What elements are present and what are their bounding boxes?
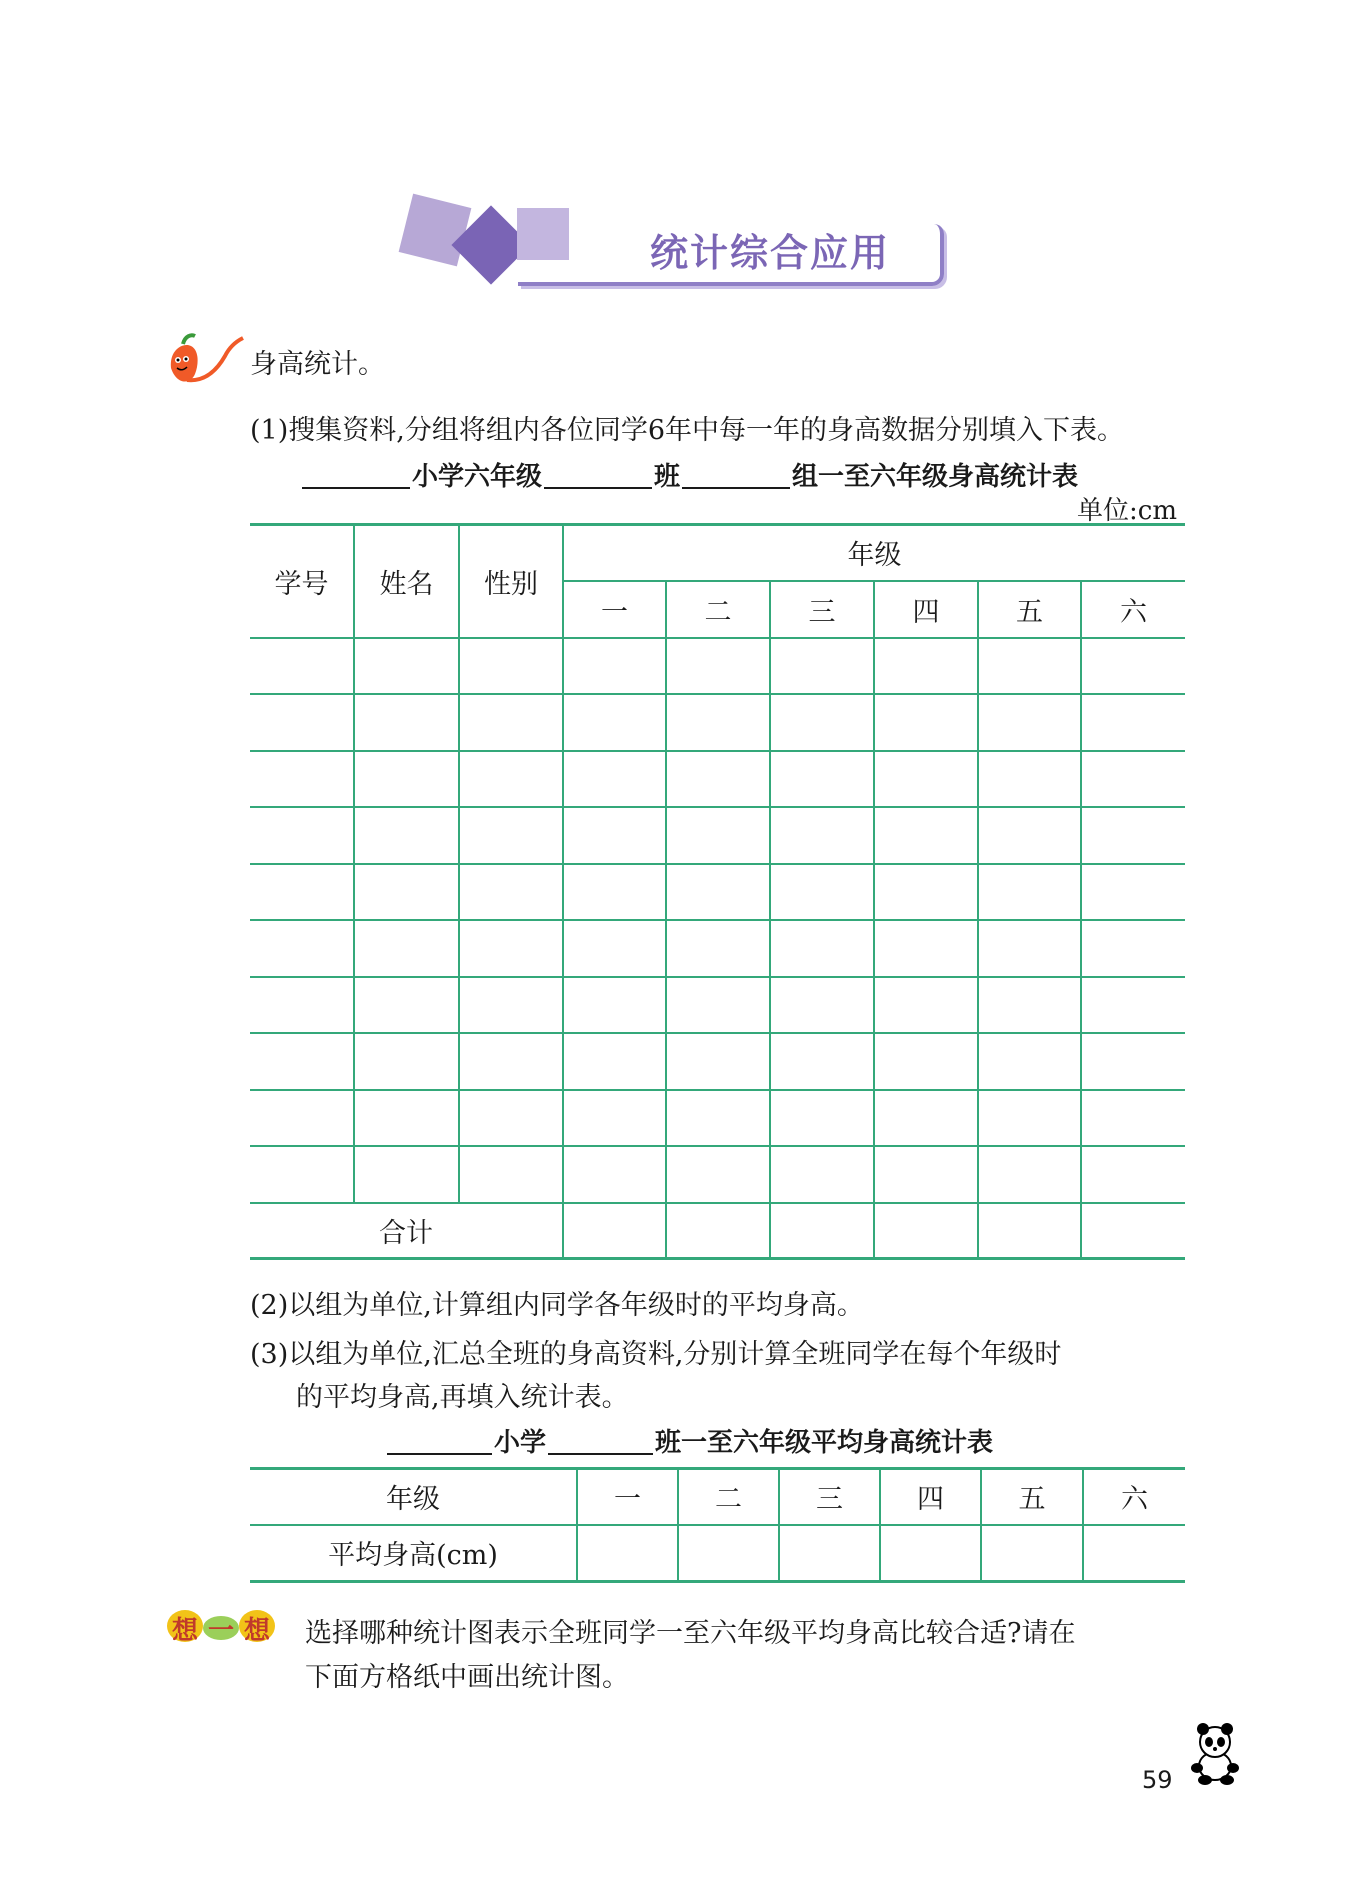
table-row	[250, 864, 1185, 920]
cell[interactable]	[250, 977, 354, 1033]
cell[interactable]	[563, 751, 666, 807]
cell[interactable]	[978, 751, 1081, 807]
row-label-grade: 年级	[250, 1469, 577, 1525]
cell[interactable]	[577, 1525, 678, 1582]
cell[interactable]	[250, 638, 354, 694]
banner-square-1	[399, 194, 472, 267]
blank-class[interactable]	[544, 487, 652, 489]
cell[interactable]	[874, 694, 978, 751]
cell[interactable]	[459, 694, 563, 751]
cell[interactable]	[874, 1033, 978, 1090]
height-table	[250, 523, 1185, 1260]
total-row	[250, 1203, 1185, 1259]
cell[interactable]	[978, 694, 1081, 751]
cell[interactable]	[250, 694, 354, 751]
cell[interactable]	[874, 807, 978, 864]
cell[interactable]	[354, 638, 459, 694]
cell[interactable]	[1081, 920, 1185, 977]
cell[interactable]	[770, 920, 874, 977]
table-row	[250, 638, 1185, 694]
grade-1: 一	[563, 581, 666, 638]
cell[interactable]	[770, 638, 874, 694]
cell[interactable]	[1081, 751, 1185, 807]
think-line2: 下面方格纸中画出统计图。	[305, 1662, 629, 1693]
cell[interactable]	[978, 638, 1081, 694]
cell[interactable]	[770, 751, 874, 807]
cell[interactable]	[874, 1090, 978, 1146]
cell[interactable]	[666, 977, 770, 1033]
cell[interactable]	[250, 1090, 354, 1146]
header-name: 姓名	[354, 525, 459, 638]
cell[interactable]	[666, 694, 770, 751]
cell[interactable]	[978, 1146, 1081, 1203]
cell[interactable]	[459, 1146, 563, 1203]
cell[interactable]	[1083, 1525, 1185, 1582]
table1-unit: 单位:cm	[1077, 496, 1177, 526]
blank-school[interactable]	[302, 487, 410, 489]
cell[interactable]	[1081, 1146, 1185, 1203]
cell[interactable]	[354, 807, 459, 864]
table-row	[250, 977, 1185, 1033]
pepper-icon	[165, 330, 245, 392]
cell[interactable]	[563, 920, 666, 977]
table-row	[250, 920, 1185, 977]
grade-1: 一	[577, 1469, 678, 1525]
question-1: (1)搜集资料,分组将组内各位同学6年中每一年的身高数据分别填入下表。	[250, 415, 1125, 446]
cell[interactable]	[1081, 807, 1185, 864]
cell[interactable]	[563, 1090, 666, 1146]
cell[interactable]	[459, 751, 563, 807]
cell[interactable]	[880, 1525, 981, 1582]
row-label-average: 平均身高(cm)	[250, 1525, 577, 1582]
cell[interactable]	[563, 864, 666, 920]
cell[interactable]	[563, 1033, 666, 1090]
cell[interactable]	[459, 1090, 563, 1146]
cell[interactable]	[354, 1033, 459, 1090]
cell[interactable]	[978, 1090, 1081, 1146]
cell[interactable]	[770, 977, 874, 1033]
header-grade: 年级	[563, 525, 1185, 581]
cell[interactable]	[874, 977, 978, 1033]
cell[interactable]	[563, 638, 666, 694]
cell[interactable]	[354, 977, 459, 1033]
grade-4: 四	[874, 581, 978, 638]
cell[interactable]	[563, 807, 666, 864]
cell[interactable]	[563, 977, 666, 1033]
cell[interactable]	[770, 864, 874, 920]
total-label: 合计	[250, 1203, 563, 1259]
grade-5: 五	[981, 1469, 1083, 1525]
cell[interactable]	[874, 920, 978, 977]
table2-caption: 小学 班一至六年级平均身高统计表	[385, 1422, 993, 1459]
grade-5: 五	[978, 581, 1081, 638]
grade-3: 三	[779, 1469, 880, 1525]
cell[interactable]	[981, 1525, 1083, 1582]
question-3-line2: 的平均身高,再填入统计表。	[296, 1382, 629, 1413]
cell[interactable]	[250, 807, 354, 864]
cell[interactable]	[978, 807, 1081, 864]
cell[interactable]	[354, 1146, 459, 1203]
cell[interactable]	[666, 1090, 770, 1146]
cell[interactable]	[354, 864, 459, 920]
grade-3: 三	[770, 581, 874, 638]
cell[interactable]	[1081, 1033, 1185, 1090]
cell[interactable]	[354, 694, 459, 751]
cell[interactable]	[459, 1033, 563, 1090]
cell[interactable]	[978, 1033, 1081, 1090]
cell[interactable]	[779, 1525, 880, 1582]
cell[interactable]	[1081, 638, 1185, 694]
cell[interactable]	[770, 1033, 874, 1090]
cell[interactable]	[459, 920, 563, 977]
cell[interactable]	[1081, 864, 1185, 920]
cell[interactable]	[874, 1146, 978, 1203]
cell[interactable]	[666, 1033, 770, 1090]
cell[interactable]	[874, 638, 978, 694]
question-3-line1: (3)以组为单位,汇总全班的身高资料,分别计算全班同学在每个年级时	[250, 1339, 1062, 1370]
cell[interactable]	[250, 864, 354, 920]
grade-6: 六	[1083, 1469, 1185, 1525]
cell[interactable]	[354, 751, 459, 807]
table-row	[250, 694, 1185, 751]
cell[interactable]	[666, 1146, 770, 1203]
cell[interactable]	[874, 1203, 978, 1259]
grade-2: 二	[678, 1469, 779, 1525]
cell[interactable]	[459, 977, 563, 1033]
cell[interactable]	[666, 807, 770, 864]
table1-caption: 小学六年级 班 组一至六年级身高统计表	[300, 456, 1078, 493]
cell[interactable]	[459, 864, 563, 920]
cell[interactable]	[874, 751, 978, 807]
cell[interactable]	[250, 1146, 354, 1203]
think-badge: 想 一 想	[166, 1608, 276, 1644]
cell[interactable]	[354, 920, 459, 977]
cell[interactable]	[666, 1203, 770, 1259]
blank-school[interactable]	[387, 1453, 492, 1455]
table-row	[250, 1090, 1185, 1146]
cell[interactable]	[978, 864, 1081, 920]
banner-square-2	[517, 208, 569, 260]
panda-icon	[1185, 1718, 1245, 1788]
cell[interactable]	[978, 977, 1081, 1033]
table-row	[250, 1146, 1185, 1203]
cell[interactable]	[563, 1203, 666, 1259]
table-row	[250, 751, 1185, 807]
table-row	[250, 1033, 1185, 1090]
section-title: 身高统计。	[250, 349, 385, 380]
cell[interactable]	[1081, 1090, 1185, 1146]
cell[interactable]	[666, 864, 770, 920]
blank-class[interactable]	[548, 1453, 653, 1455]
page-number: 59	[1142, 1766, 1173, 1794]
average-height-table	[250, 1467, 1185, 1583]
cell[interactable]	[666, 751, 770, 807]
table-row	[250, 807, 1185, 864]
cell[interactable]	[1081, 977, 1185, 1033]
page-title: 统计综合应用	[649, 230, 890, 275]
cell[interactable]	[1081, 694, 1185, 751]
cell[interactable]	[666, 920, 770, 977]
cell[interactable]	[459, 638, 563, 694]
cell[interactable]	[250, 751, 354, 807]
cell[interactable]	[874, 864, 978, 920]
cell[interactable]	[978, 920, 1081, 977]
cell[interactable]	[770, 694, 874, 751]
grade-6: 六	[1081, 581, 1185, 638]
cell[interactable]	[666, 638, 770, 694]
cell[interactable]	[770, 807, 874, 864]
grade-4: 四	[880, 1469, 981, 1525]
cell[interactable]	[459, 807, 563, 864]
cell[interactable]	[354, 1090, 459, 1146]
cell[interactable]	[1081, 1203, 1185, 1259]
cell[interactable]	[250, 1033, 354, 1090]
cell[interactable]	[250, 920, 354, 977]
cell[interactable]	[563, 1146, 666, 1203]
header-gender: 性别	[459, 525, 563, 638]
think-line1: 选择哪种统计图表示全班同学一至六年级平均身高比较合适?请在	[305, 1618, 1076, 1649]
cell[interactable]	[770, 1203, 874, 1259]
grade-2: 二	[666, 581, 770, 638]
header-id: 学号	[250, 525, 354, 638]
cell[interactable]	[678, 1525, 779, 1582]
question-2: (2)以组为单位,计算组内同学各年级时的平均身高。	[250, 1290, 864, 1321]
cell[interactable]	[978, 1203, 1081, 1259]
cell[interactable]	[770, 1090, 874, 1146]
cell[interactable]	[770, 1146, 874, 1203]
blank-group[interactable]	[682, 487, 790, 489]
cell[interactable]	[563, 694, 666, 751]
